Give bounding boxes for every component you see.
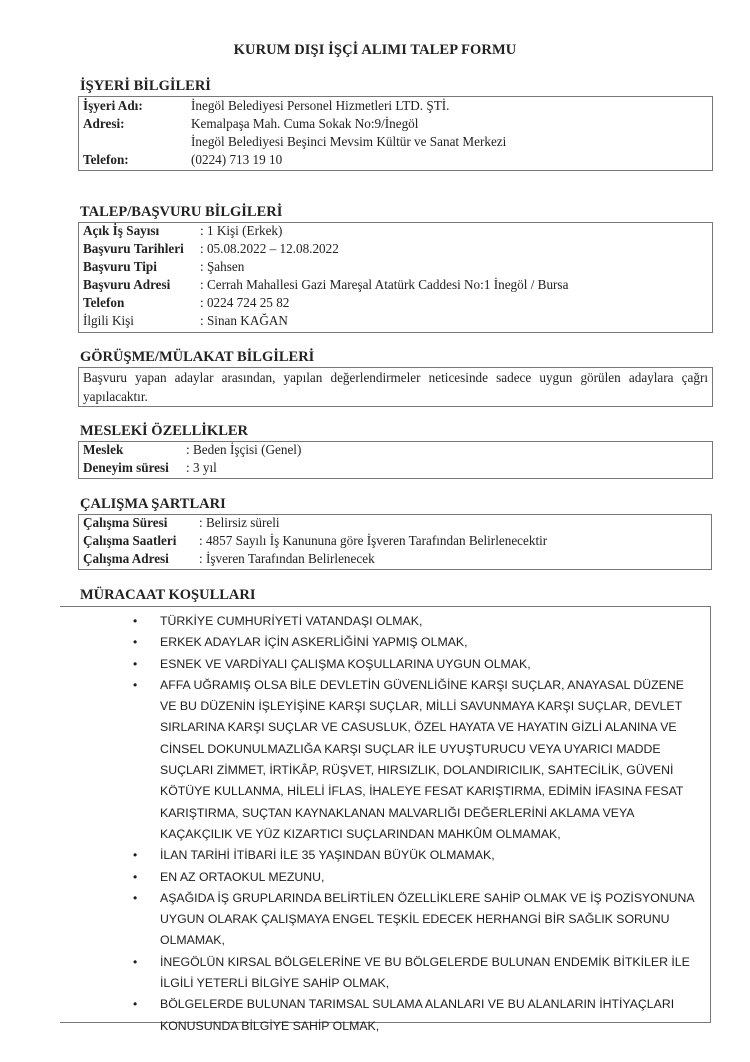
- isyeri-box: [78, 96, 713, 171]
- section-heading-meslek: MESLEKİ ÖZELLİKLER: [80, 423, 249, 439]
- basvuru-adresi-value: : Cerrah Mahallesi Gazi Mareşal Atatürk Caddesi No:1 İnegöl / Bursa: [200, 277, 569, 292]
- talep-box: [78, 222, 713, 333]
- list-item-text: ERKEK ADAYLAR İÇİN ASKERLİĞİNİ YAPMIŞ OLMAK,: [160, 635, 468, 650]
- bullet-icon: •: [133, 635, 138, 650]
- deneyim-value: : 3 yıl: [186, 460, 217, 475]
- gorusme-box: [78, 367, 713, 407]
- list-item: [133, 632, 701, 653]
- adres-value-line2: İnegöl Belediyesi Beşinci Mevsim Kültür ve Sanat Merkezi: [191, 134, 507, 149]
- acik-is-sayisi-value: : 1 Kişi (Erkek): [200, 223, 283, 238]
- meslek-label: Meslek: [83, 442, 124, 457]
- basvuru-tipi-value: : Şahsen: [200, 259, 245, 274]
- calisma-suresi-value: : Belirsiz süreli: [199, 515, 280, 530]
- meslek-value: : Beden İşçisi (Genel): [186, 442, 302, 457]
- list-item-text: ESNEK VE VARDİYALI ÇALIŞMA KOŞULLARINA UYGUN OLMAK,: [160, 656, 531, 671]
- meslek-box: [78, 441, 713, 479]
- bullet-icon: •: [133, 869, 138, 884]
- adres-value-line1: Kemalpaşa Mah. Cuma Sokak No:9/İnegöl: [191, 116, 419, 131]
- bullet-icon: •: [133, 656, 138, 671]
- calisma-adresi-label: Çalışma Adresi: [83, 551, 169, 566]
- list-item-text: AFFA UĞRAMIŞ OLSA BİLE DEVLETİN GÜVENLİĞİNE KARŞI SUÇLAR, ANAYASAL DÜZENE VE BU DÜZENİN İŞLEYİŞİNE KARŞI SUÇLAR, MİLLİ SAVUNMAYA KARŞI SUÇLAR, DEVLET SIRLARINA KARŞI SUÇLAR VE CASUSLUK, ÖZEL HAYATA VE HAYATIN GİZLİ ALANINA VE CİNSEL DOKUNULMAZLIĞA KARŞI SUÇLAR İLE UYUŞTURUCU VEYA UYARICI MADDE SUÇLARI ZİMMET, İRTİKÂP, RÜŞVET, HIRSIZLIK, DOLANDIRICILIK, SAHTECİLİK, GÜVENİ KÖTÜYE KULLANMA, HİLELİ İFLAS, İHALEYE FESAT KARIŞTIRMA, EDİMİN İFASINA FESAT KARIŞTIRMA, SUÇTAN KAYNAKLANAN MALVARLIĞI DEĞERLERİNİ AKLAMA VEYA KAÇAKÇILIK VE YÜZ KIZARTICI SUÇLARINDAN MAHKÛM OLMAMAK,: [160, 677, 684, 841]
- list-item-text: AŞAĞIDA İŞ GRUPLARINDA BELİRTİLEN ÖZELLİKLERE SAHİP OLMAK VE İŞ POZİSYONUNA UYGUN OLARAK ÇALIŞMAYA ENGEL TEŞKİL EDECEK HERHANGİ BİR SAĞLIK SORUNU OLMAMAK,: [160, 890, 694, 948]
- calisma-saatleri-value: : 4857 Sayılı İş Kanununa göre İşveren Tarafından Belirlenecektir: [199, 533, 548, 548]
- bullet-icon: •: [133, 677, 138, 692]
- list-item: [133, 888, 701, 952]
- list-item: [133, 675, 701, 845]
- list-item: [133, 952, 701, 995]
- bullet-icon: •: [133, 890, 138, 905]
- list-item: [133, 845, 701, 866]
- list-item-text: TÜRKİYE CUMHURİYETİ VATANDAŞI OLMAK,: [160, 614, 423, 628]
- acik-is-sayisi-label: Açık İş Sayısı: [83, 223, 160, 238]
- list-item-text: İNEGÖLÜN KIRSAL BÖLGELERİNE VE BU BÖLGELERDE BULUNAN ENDEMİK BİTKİLER İLE İLGİLİ YETERLİ BİLGİYE SAHİP OLMAK,: [160, 954, 690, 991]
- calisma-suresi-label: Çalışma Süresi: [83, 515, 168, 530]
- isyeri-telefon-value: (0224) 713 19 10: [191, 152, 283, 167]
- adres-label: Adresi:: [83, 116, 125, 131]
- section-heading-calisma: ÇALIŞMA ŞARTLARI: [80, 496, 226, 512]
- ilgili-kisi-label: İlgili Kişi: [83, 313, 134, 328]
- section-heading-gorusme: GÖRÜŞME/MÜLAKAT BİLGİLERİ: [80, 349, 315, 365]
- bullet-icon: •: [133, 614, 138, 628]
- list-item-text: İLAN TARİHİ İTİBARİ İLE 35 YAŞINDAN BÜYÜK OLMAMAK,: [160, 848, 495, 863]
- talep-telefon-label: Telefon: [83, 295, 125, 310]
- list-item: [133, 654, 701, 675]
- section-heading-muracaat: MÜRACAAT KOŞULLARI: [80, 587, 256, 603]
- section-heading-talep: TALEP/BAŞVURU BİLGİLERİ: [80, 204, 283, 220]
- bullet-icon: •: [133, 848, 138, 863]
- isyeri-telefon-label: Telefon:: [83, 152, 129, 167]
- basvuru-adresi-label: Başvuru Adresi: [83, 277, 171, 292]
- bullet-icon: •: [133, 954, 138, 969]
- muracaat-list: [133, 611, 701, 1037]
- basvuru-tarihleri-value: : 05.08.2022 – 12.08.2022: [200, 241, 339, 256]
- muracaat-box: [60, 606, 711, 1033]
- form-title: KURUM DIŞI İŞÇİ ALIMI TALEP FORMU: [233, 42, 517, 58]
- list-item-text: BÖLGELERDE BULUNAN TARIMSAL SULAMA ALANLARI VE BU ALANLARIN İHTİYAÇLARI KONUSUNDA BİLGİYE SAHİP OLMAK,: [160, 997, 675, 1033]
- list-item-text: EN AZ ORTAOKUL MEZUNU,: [160, 869, 325, 884]
- deneyim-label: Deneyim süresi: [83, 460, 169, 475]
- list-item: [133, 867, 701, 888]
- list-item: [133, 994, 701, 1037]
- calisma-adresi-value: : İşveren Tarafından Belirlenecek: [199, 551, 375, 566]
- basvuru-tipi-label: Başvuru Tipi: [83, 259, 157, 274]
- bullet-icon: •: [133, 997, 138, 1012]
- gorusme-text: Başvuru yapan adaylar arasından, yapılan değerlendirmeler neticesinde sadece uygun görülen adaylara çağrı yapılacaktır.: [83, 370, 708, 404]
- ilgili-kisi-value: : Sinan KAĞAN: [200, 313, 288, 328]
- calisma-saatleri-label: Çalışma Saatleri: [83, 533, 177, 548]
- isyeri-adi-label: İşyeri Adı:: [83, 98, 143, 113]
- talep-telefon-value: : 0224 724 25 82: [200, 295, 290, 310]
- calisma-box: [78, 514, 712, 570]
- isyeri-adi-value: İnegöl Belediyesi Personel Hizmetleri LTD. ŞTİ.: [191, 98, 450, 113]
- section-heading-isyeri: İŞYERİ BİLGİLERİ: [80, 78, 211, 94]
- basvuru-tarihleri-label: Başvuru Tarihleri: [83, 241, 184, 256]
- list-item: [133, 611, 701, 632]
